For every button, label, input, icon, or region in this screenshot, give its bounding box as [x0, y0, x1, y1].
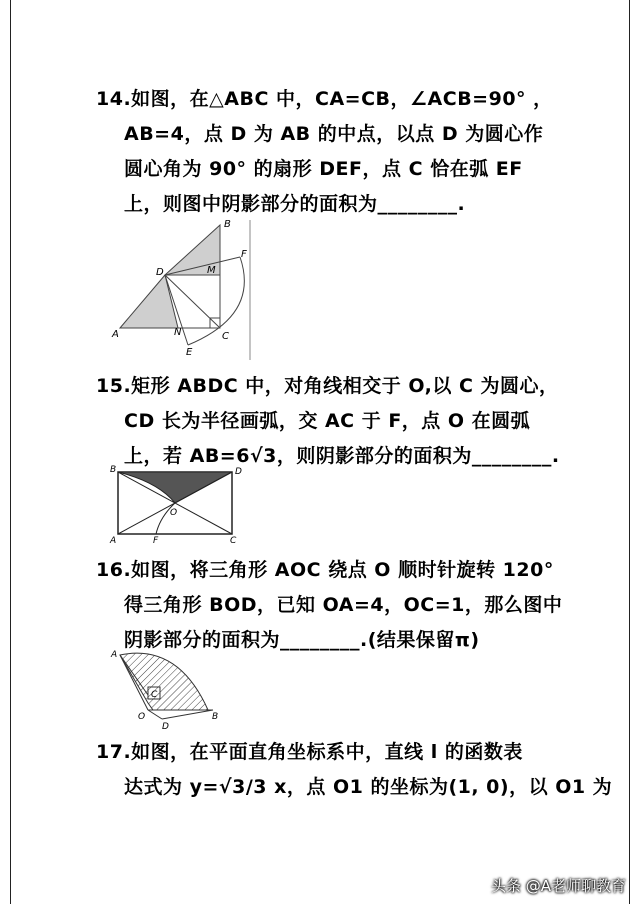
problem-16-line-3: 阴影部分的面积为________.(结果保留π)	[124, 629, 480, 651]
problem-14-figure	[110, 215, 260, 360]
label-D: D	[162, 722, 169, 732]
watermark: 头条 @A老师聊教育	[490, 877, 626, 895]
label-O: O	[138, 712, 146, 722]
label-A: A	[110, 536, 117, 546]
problem-16-figure	[108, 645, 228, 735]
problem-14-line-2: AB=4，点 D 为 AB 的中点，以点 D 为圆心作	[124, 123, 544, 145]
label-C: C	[222, 331, 229, 342]
label-B: B	[110, 465, 117, 475]
label-C: C	[151, 690, 158, 700]
label-B: B	[224, 219, 231, 230]
label-C: C	[230, 536, 237, 546]
problem-15-line-1: 15.矩形 ABDC 中，对角线相交于 O,以 C 为圆心，	[96, 375, 559, 397]
page-border-left	[10, 0, 11, 904]
problem-17-line-1: 17.如图，在平面直角坐标系中，直线 l 的函数表	[96, 741, 523, 763]
label-E: E	[186, 347, 193, 358]
problem-16-line-1: 16.如图，将三角形 AOC 绕点 O 顺时针旋转 120°	[96, 559, 554, 581]
problem-16-line-2: 得三角形 BOD，已知 OA=4，OC=1，那么图中	[124, 594, 563, 616]
problem-15-line-3: 上，若 AB=6√3，则阴影部分的面积为________.	[124, 445, 560, 467]
label-N: N	[174, 327, 182, 338]
problem-15-figure	[108, 462, 243, 547]
label-B: B	[212, 712, 219, 722]
problem-14-line-3: 圆心角为 90° 的扇形 DEF，点 C 恰在弧 EF	[124, 158, 523, 180]
label-D: D	[156, 267, 164, 278]
problem-14-line-4: 上，则图中阴影部分的面积为________.	[124, 193, 466, 215]
label-D: D	[235, 467, 242, 477]
shaded-region	[118, 472, 232, 503]
label-O: O	[170, 508, 178, 518]
problem-15-line-2: CD 长为半径画弧，交 AC 于 F，点 O 在圆弧	[124, 410, 531, 432]
shaded-left-triangle	[120, 275, 178, 328]
label-A: A	[111, 650, 118, 660]
label-F: F	[241, 249, 247, 260]
problem-17-line-2: 达式为 y=√3/3 x，点 O1 的坐标为(1, 0)，以 O1 为	[124, 776, 613, 798]
label-A: A	[112, 329, 119, 340]
label-M: M	[207, 265, 216, 276]
page-border-right	[629, 0, 630, 904]
problem-14-line-1: 14.如图，在△ABC 中，CA=CB，∠ACB=90° ，	[96, 88, 553, 110]
label-F: F	[153, 536, 159, 546]
